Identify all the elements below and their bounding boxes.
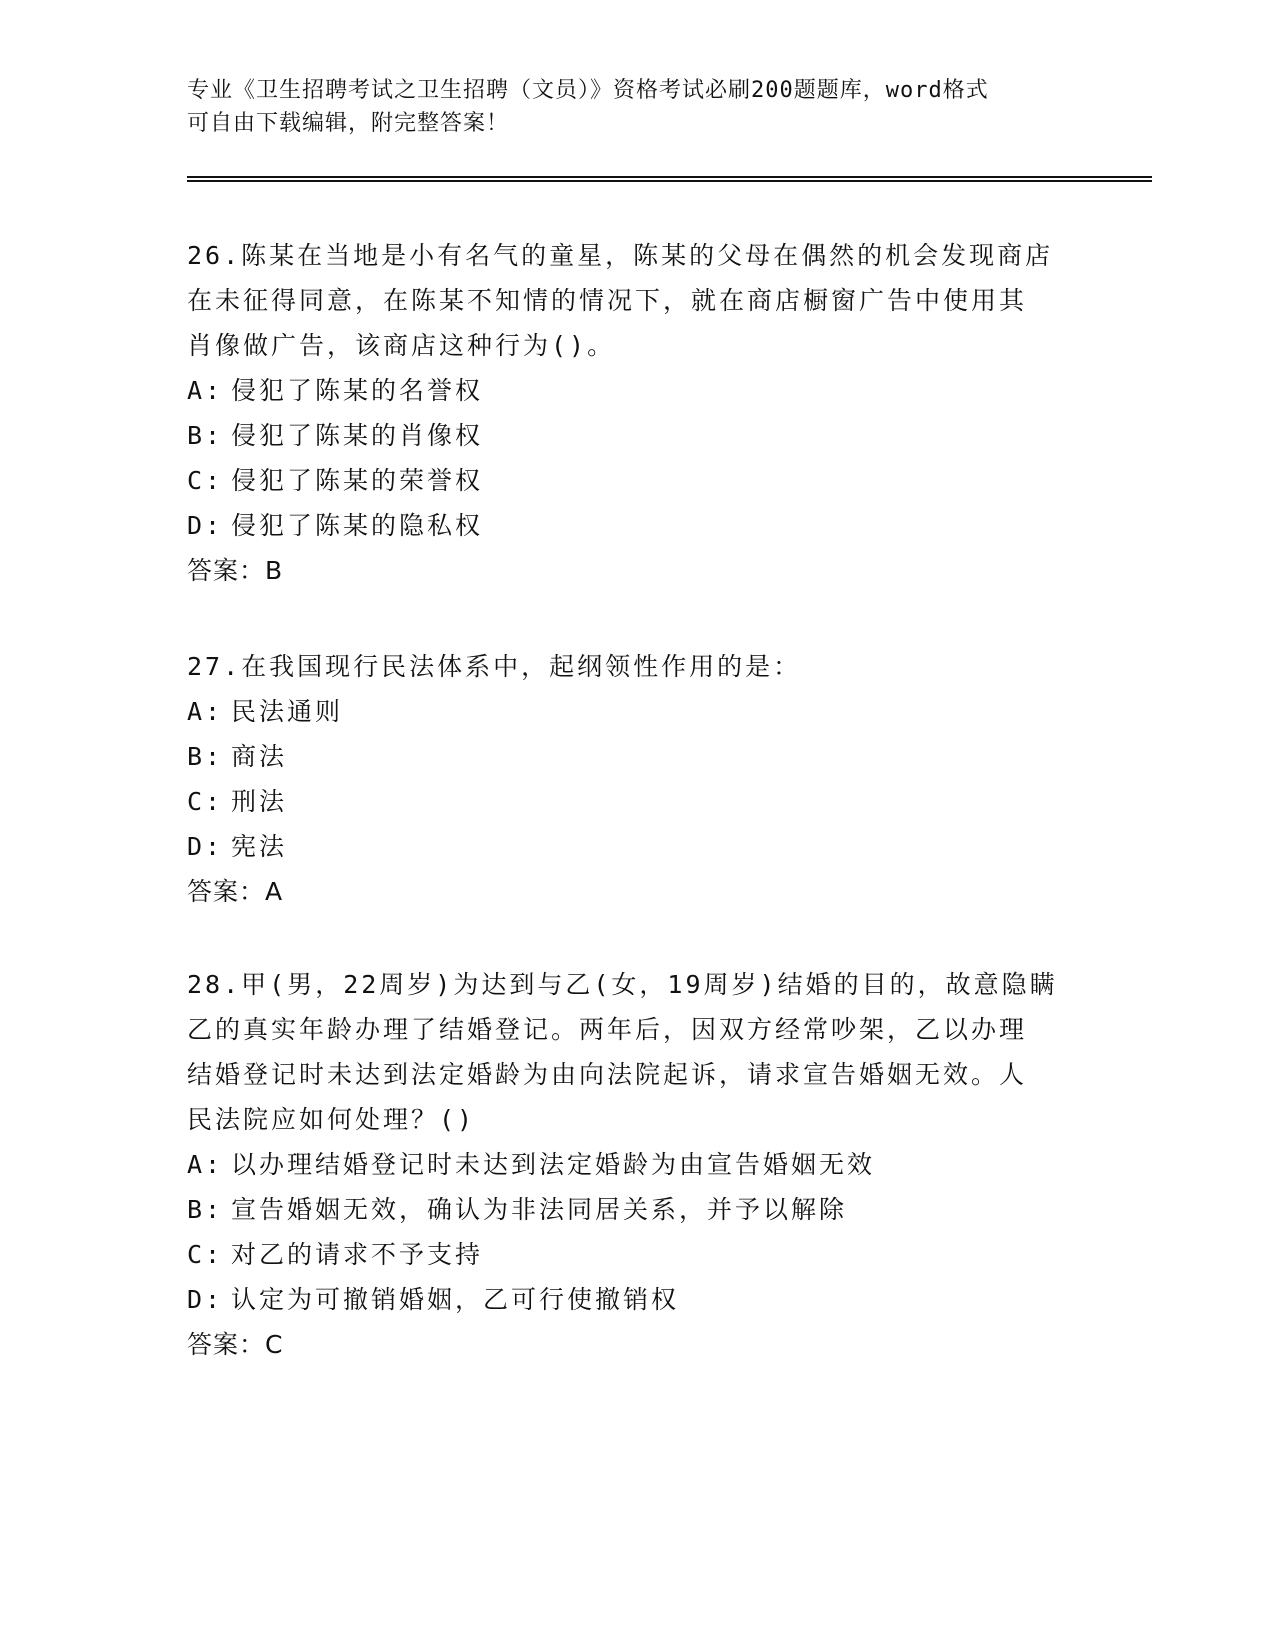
question-stem-line: 结婚登记时未达到法定婚龄为由向法院起诉，请求宣告婚姻无效。人 [187, 1060, 1028, 1089]
option-letter: A: [187, 1150, 224, 1179]
header-line-1: 专业《卫生招聘考试之卫生招聘（文员）》资格考试必刷200题题库，word格式 [187, 78, 989, 103]
question-stem-line: 在未征得同意，在陈某不知情的情况下，就在商店橱窗广告中使用其 [187, 286, 1028, 315]
option-text: 宣告婚姻无效，确认为非法同居关系，并予以解除 [231, 1195, 848, 1224]
option-a [187, 689, 1087, 734]
option-d [187, 824, 1087, 869]
question-stem-line: 26.陈某在当地是小有名气的童星，陈某的父母在偶然的机会发现商店 [187, 241, 1054, 270]
option-text: 刑法 [231, 787, 288, 816]
option-letter: D: [187, 511, 224, 540]
question-27 [187, 644, 1087, 914]
question-stem-line: 27.在我国现行民法体系中，起纲领性作用的是： [187, 652, 802, 681]
option-c [187, 1232, 1087, 1277]
question-stem-line: 民法院应如何处理？() [187, 1105, 476, 1134]
answer-line: 答案：A [187, 877, 284, 906]
option-text: 侵犯了陈某的名誉权 [231, 376, 484, 405]
option-c [187, 458, 1087, 503]
answer-line: 答案：C [187, 1330, 284, 1359]
option-letter: B: [187, 742, 224, 771]
option-letter: D: [187, 1285, 224, 1314]
header-divider-top [187, 176, 1152, 178]
option-text: 对乙的请求不予支持 [231, 1240, 484, 1269]
question-28 [187, 962, 1087, 1367]
document-header [187, 74, 1067, 140]
option-c [187, 779, 1087, 824]
option-text: 以办理结婚登记时未达到法定婚龄为由宣告婚姻无效 [231, 1150, 876, 1179]
option-a [187, 368, 1087, 413]
option-letter: B: [187, 1195, 224, 1224]
option-d [187, 503, 1087, 548]
option-text: 侵犯了陈某的荣誉权 [231, 466, 484, 495]
option-text: 认定为可撤销婚姻，乙可行使撤销权 [231, 1285, 680, 1314]
option-text: 侵犯了陈某的隐私权 [231, 511, 484, 540]
option-letter: A: [187, 376, 224, 405]
option-text: 宪法 [231, 832, 288, 861]
answer-line: 答案：B [187, 556, 284, 585]
question-26 [187, 233, 1087, 593]
option-letter: A: [187, 697, 224, 726]
option-text: 商法 [231, 742, 288, 771]
question-stem-line: 肖像做广告，该商店这种行为()。 [187, 331, 616, 360]
option-b [187, 1187, 1087, 1232]
option-text: 民法通则 [231, 697, 344, 726]
question-stem-line: 28.甲(男，22周岁)为达到与乙(女，19周岁)结婚的目的，故意隐瞒 [187, 970, 1058, 999]
option-b [187, 734, 1087, 779]
header-line-2: 可自由下载编辑，附完整答案！ [187, 111, 510, 136]
option-d [187, 1277, 1087, 1322]
option-a [187, 1142, 1087, 1187]
option-text: 侵犯了陈某的肖像权 [231, 421, 484, 450]
option-letter: C: [187, 466, 224, 495]
option-b [187, 413, 1087, 458]
option-letter: C: [187, 1240, 224, 1269]
question-stem-line: 乙的真实年龄办理了结婚登记。两年后，因双方经常吵架，乙以办理 [187, 1015, 1028, 1044]
option-letter: B: [187, 421, 224, 450]
option-letter: D: [187, 832, 224, 861]
option-letter: C: [187, 787, 224, 816]
header-divider-bottom [187, 180, 1152, 182]
